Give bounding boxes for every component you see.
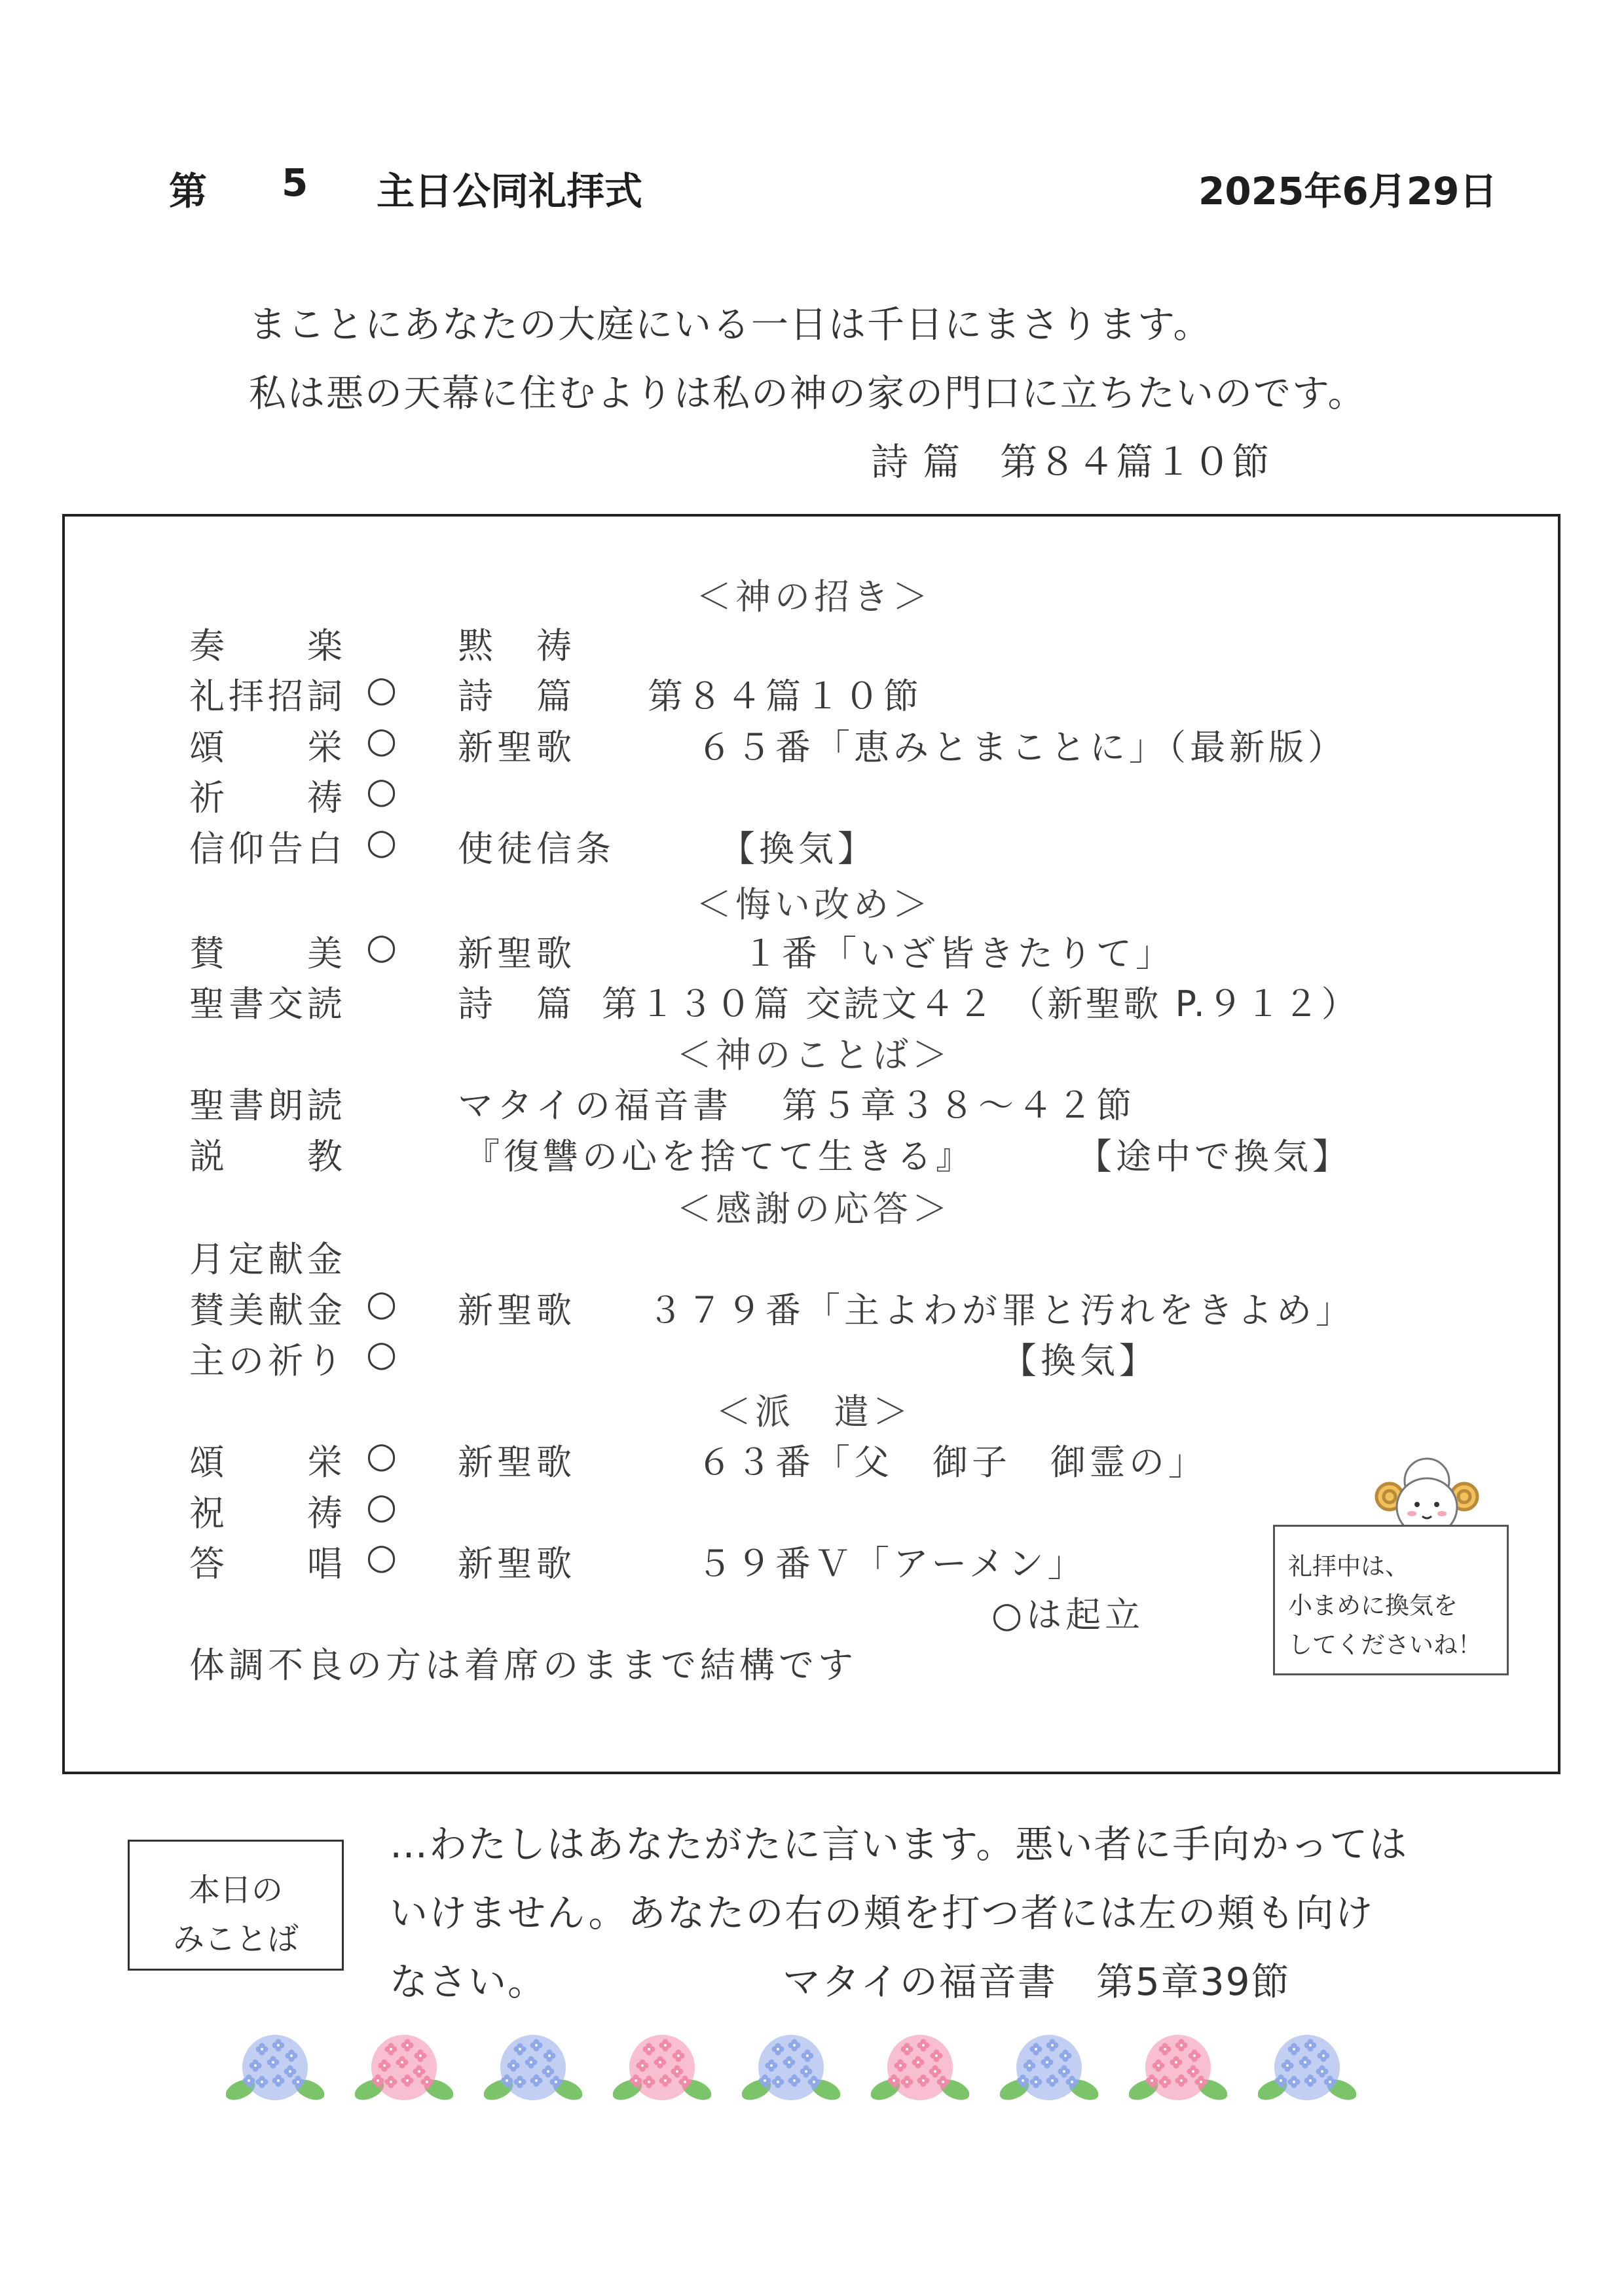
note-line3: してくださいね！ [1288, 1631, 1482, 1659]
standing-mark: ○ [366, 1536, 401, 1577]
order-detail: 【換気】 [1001, 1340, 1158, 1381]
health-note: 体調不良の方は着席のままで結構です [189, 1645, 857, 1686]
order-detail: １番「いざ皆きたりて」 [743, 933, 1175, 974]
todays-word-reference: マタイの福音書 第5章39節 [783, 1959, 1291, 2004]
standing-mark: ○ [366, 720, 401, 761]
order-item: 頌 栄 [189, 1442, 346, 1483]
order-detail: ６３番「父 御子 御霊の」 [697, 1442, 1208, 1483]
order-item: 答 唱 [189, 1543, 346, 1584]
order-item: 礼拝招詞 [189, 676, 346, 717]
hydrangea-icon [355, 2030, 453, 2108]
section-word: ＜神のことば＞ [676, 1034, 951, 1076]
hydrangea-icon [1129, 2030, 1227, 2108]
order-item: 月定献金 [189, 1239, 346, 1280]
standing-mark: ○ [366, 1283, 401, 1324]
order-detail: ６５番「恵みとまことに」（最新版） [697, 727, 1347, 768]
note-line1: 礼拝中は、 [1288, 1552, 1409, 1580]
opening-verse-reference: 詩 篇 第８４篇１０節 [871, 441, 1271, 484]
order-item: 賛 美 [189, 933, 346, 974]
opening-verse-line1: まことにあなたの大庭にいる一日は千日にまさります。 [249, 303, 1212, 346]
order-detail: 第１３０篇 交読文４２ （新聖歌 P.９１２） [602, 983, 1359, 1025]
order-item: 賛美献金 [189, 1290, 346, 1331]
note-line2: 小まめに換気を [1288, 1592, 1458, 1620]
order-book: 使徒信条 [458, 828, 615, 869]
order-detail: 第５章３８～４２節 [782, 1085, 1135, 1126]
standing-mark: ○ [366, 1333, 401, 1374]
hydrangea-icon [1000, 2030, 1098, 2108]
order-of-service [62, 514, 1560, 1774]
order-item: 信仰告白 [189, 828, 346, 869]
order-detail: ３７９番「主よわが罪と汚れをきよめ」 [648, 1290, 1355, 1331]
order-item: 説 教 [189, 1136, 346, 1177]
order-detail: 【途中で換気】 [1077, 1136, 1352, 1177]
opening-verse-line2: 私は悪の天幕に住むよりは私の神の家の門口に立ちたいのです。 [249, 372, 1367, 415]
todays-word-label-line2: みことば [172, 1921, 299, 1958]
todays-word-line3: なさい。 [390, 1959, 547, 2004]
todays-word-label [128, 1840, 344, 1971]
order-book: 新聖歌 [458, 1290, 576, 1331]
hydrangea-icon [613, 2030, 711, 2108]
order-book: 新聖歌 [458, 933, 576, 974]
hydrangea-icon [226, 2030, 324, 2108]
standing-mark: ○ [366, 770, 401, 811]
order-item: 祈 祷 [189, 777, 346, 818]
hydrangea-icon [742, 2030, 840, 2108]
order-book: マタイの福音書 [458, 1085, 732, 1126]
todays-word-line2: いけません。あなたの右の頬を打つ者には左の頬も向け [390, 1891, 1375, 1935]
order-item: 聖書朗読 [189, 1085, 346, 1126]
standing-mark: ○ [366, 821, 401, 862]
order-item: 祝 祷 [189, 1493, 346, 1534]
hydrangea-icon [484, 2030, 582, 2108]
service-date: 2025年6月29日 [1198, 169, 1498, 213]
order-item: 聖書交読 [189, 983, 346, 1025]
order-item: 奏 楽 [189, 625, 346, 666]
hydrangea-icon [871, 2030, 969, 2108]
order-detail: ５９番Ｖ「アーメン」 [697, 1543, 1087, 1584]
section-dispatch: ＜派 遣＞ [716, 1391, 912, 1432]
standing-mark: ○ [366, 1434, 401, 1476]
standing-mark: ○ [366, 1485, 401, 1527]
service-number: 5 [282, 160, 308, 205]
todays-word-label-line1: 本日の [188, 1872, 283, 1908]
hydrangea-icon [1258, 2030, 1356, 2108]
order-detail: 第８４篇１０節 [648, 676, 923, 717]
standing-mark: ○ [366, 926, 401, 967]
section-invitation: ＜神の招き＞ [696, 576, 932, 617]
ventilation-note [1273, 1525, 1509, 1675]
standing-mark: ○ [366, 668, 401, 710]
section-repentance: ＜悔い改め＞ [696, 884, 932, 925]
section-response: ＜感謝の応答＞ [676, 1188, 951, 1230]
order-detail: 【換気】 [720, 828, 877, 869]
order-book: 詩 篇 [458, 676, 576, 717]
order-item: 主の祈り [189, 1340, 346, 1381]
order-book: 詩 篇 [458, 983, 576, 1025]
todays-word-line1: …わたしはあなたがたに言います。悪い者に手向かっては [390, 1822, 1409, 1867]
page-title: 主日公同礼拝式 [377, 169, 643, 213]
order-book: 新聖歌 [458, 1543, 576, 1584]
sermon-title: 『復讐の心を捨てて生きる』 [464, 1136, 975, 1177]
order-book: 新聖歌 [458, 1442, 576, 1483]
header-dai: 第 [169, 169, 208, 213]
standing-note: ○は起立 [991, 1594, 1145, 1635]
order-book: 新聖歌 [458, 727, 576, 768]
order-book: 黙 祷 [458, 625, 576, 666]
order-item: 頌 栄 [189, 727, 346, 768]
